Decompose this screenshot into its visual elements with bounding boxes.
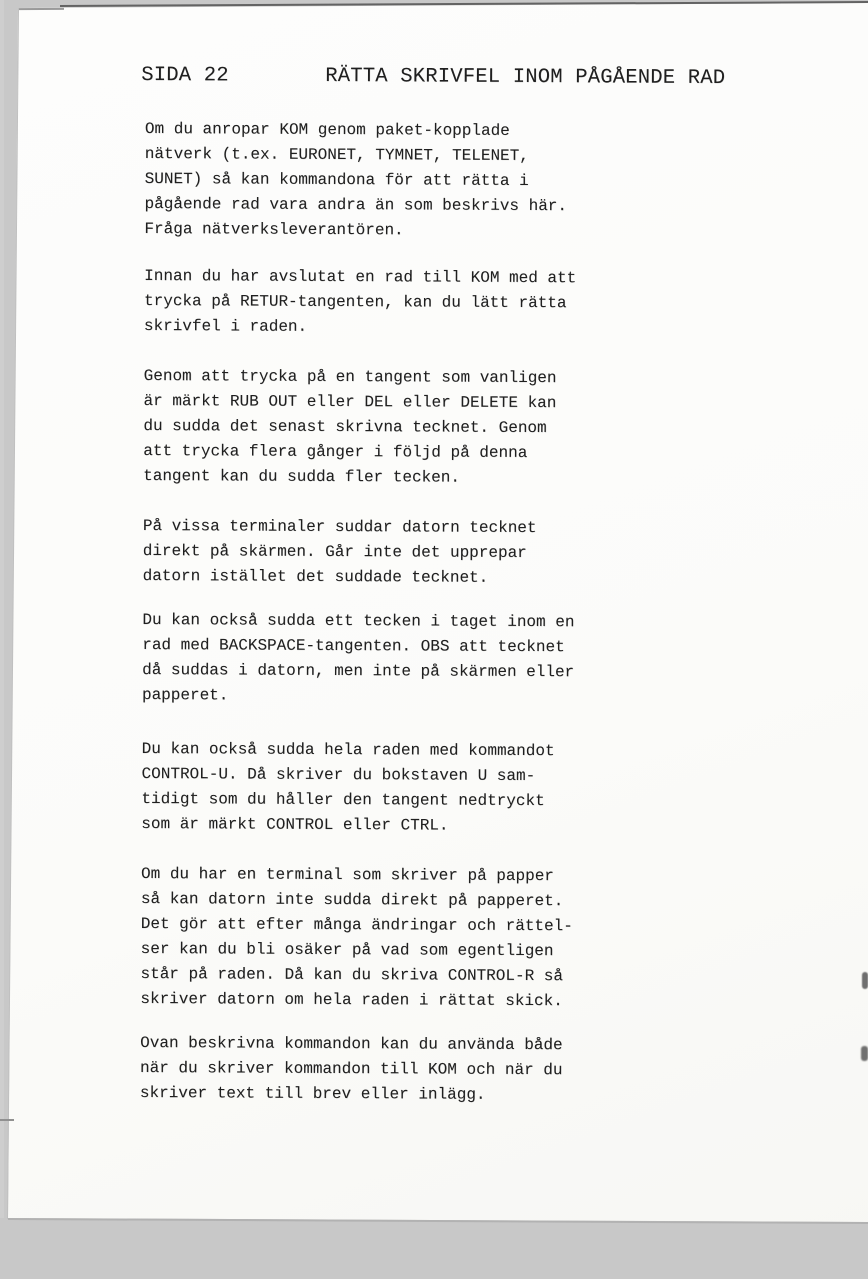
scan-artifact-tick	[0, 1119, 14, 1121]
paragraph-retur-key: Innan du har avslutat en rad till KOM med att trycka på RETUR-tangenten, kan du lätt rätta skrivfel i raden.	[143, 266, 577, 336]
scan-artifact-smudge	[861, 1046, 868, 1061]
paragraph-usage-summary: Ovan beskrivna kommandon kan du använda både när du skriver kommandon till KOM och när du skriver text till brev eller inlägg.	[139, 1033, 563, 1104]
page-title: RÄTTA SKRIVFEL INOM PÅGÅENDE RAD	[325, 64, 726, 91]
paragraph-control-u: Du kan också sudda hela raden med kommandot CONTROL-U. Då skriver du bokstaven U sam- tidigt som du håller den tangent nedtryckt som är märkt CONTROL eller CTRL.	[141, 739, 555, 835]
paragraph-terminal-erase: På vissa terminaler suddar datorn tecknet direkt på skärmen. Går inte det upprepar datorn istället det suddade tecknet.	[142, 516, 537, 587]
paragraph-networks: Om du anropar KOM genom paket-kopplade nätverk (t.ex. EURONET, TYMNET, TELENET, SUNET) så kan kommandona för att rätta i pågående rad vara andra än som beskrivs här. Fråga nätverksleverantören.	[144, 120, 568, 240]
paragraph-rubout-delete: Genom att trycka på en tangent som vanligen är märkt RUB OUT eller DEL eller DELETE kan du sudda det senast skrivna tecknet. Genom att trycka flera gånger i följd på denna tangent kan du sudda fler tecken.	[143, 366, 557, 487]
paragraph-backspace: Du kan också sudda ett tecken i taget inom en rad med BACKSPACE-tangenten. OBS att tecknet då suddas i datorn, men inte på skärmen eller papperet.	[141, 610, 575, 705]
page-number-label: SIDA 22	[141, 63, 229, 88]
paragraph-control-r: Om du har en terminal som skriver på papper så kan datorn inte sudda direkt på papperet. Det gör att efter många ändringar och rättel- ser kan du bli osäker på vad som egentligen står på raden. Då kan du skriva CONTROL-R så skriver datorn om hela raden i rättat skick.	[140, 864, 573, 1011]
scan-artifact-smudge	[862, 972, 868, 989]
